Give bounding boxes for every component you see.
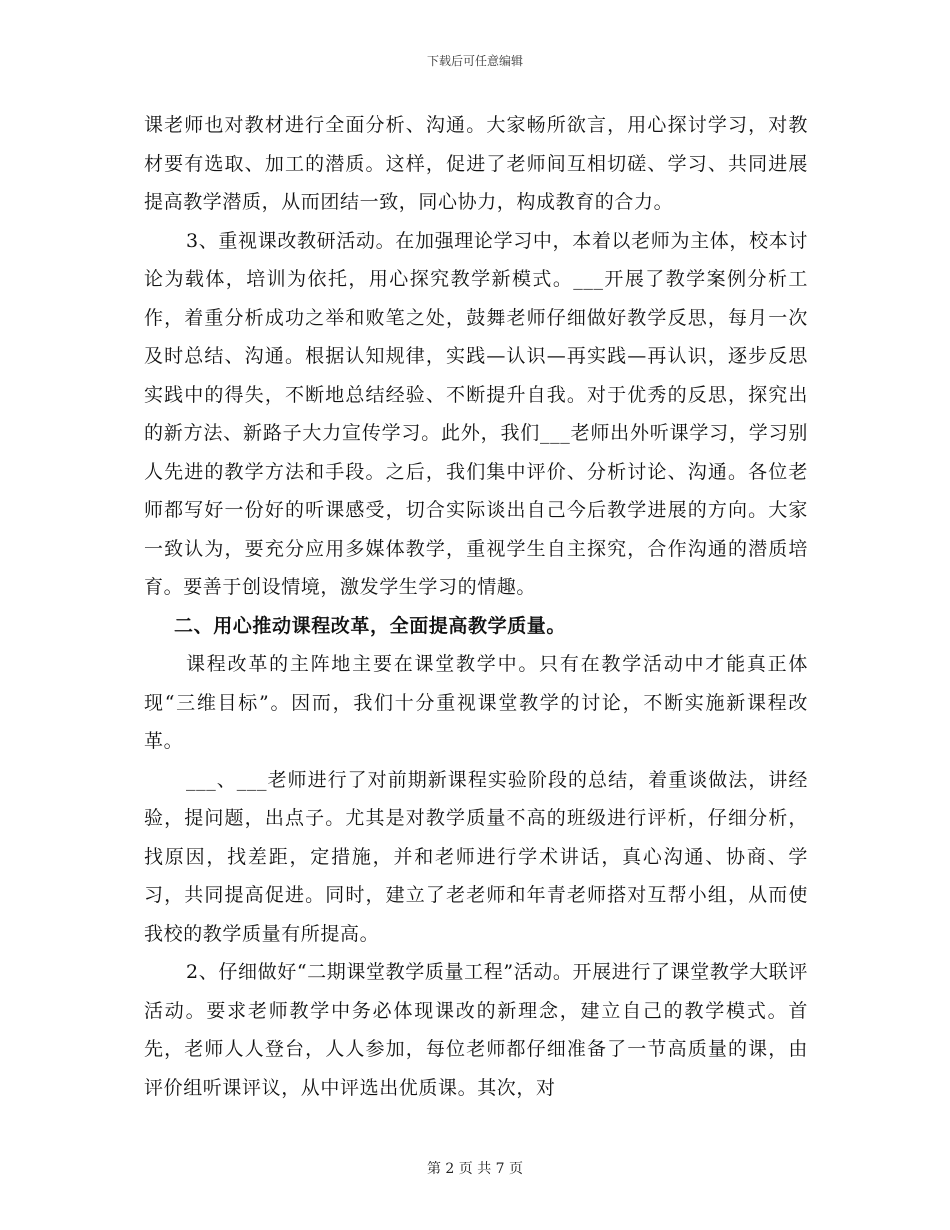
header-note: 下载后可任意编辑 [426, 54, 523, 68]
paragraph-curriculum-reform: 课程改革的主阵地主要在课堂教学中。只有在教学活动中才能真正体现“三维目标”。因而，我们十分重视课堂教学的讨论，不断实施新课程改革。 [144, 653, 808, 752]
paragraph-item-2: 2、仔细做好“二期课堂教学质量工程”活动。开展进行了课堂教学大联评活动。要求老师教学中务必体现课改的新理念，建立自己的教学模式。首先，老师人人登台，人人参加，每位老师都仔细准备了一节高质量的课，由评价组听课评议，从中评选出优质课。其次，对 [144, 961, 808, 1099]
document-body [144, 106, 808, 1107]
page-number: 第 2 页 共 7 页 [426, 1161, 524, 1177]
paragraph-item-3: 3、重视课改教研活动。在加强理论学习中，本着以老师为主体，校本讨论为载体，培训为依托，用心探究教学新模式。___开展了教学案例分析工作，着重分析成功之举和败笔之处，鼓舞老师仔细做好教学反思，每月一次及时总结、沟通。根据认知规律，实践—认识—再实践—再认识，逐步反思实践中的得失，不断地总结经验、不断提升自我。对于优秀的反思，探究出的新方法、新路子大力宣传学习。此外，我们___老师出外听课学习，学习别人先进的教学方法和手段。之后，我们集中评价、分析讨论、沟通。各位老师都写好一份好的听课感受，切合实际谈出自己今后教学进展的方向。大家一致认为，要充分应用多媒体教学，重视学生自主探究，合作沟通的潜质培育。要善于创设情境，激发学生学习的情趣。 [144, 229, 808, 598]
paragraph-continuation: 课老师也对教材进行全面分析、沟通。大家畅所欲言，用心探讨学习，对教材要有选取、加工的潜质。这样，促进了老师间互相切磋、学习、共同进展提高教学潜质，从而团结一致，同心协力，构成教育的合力。 [144, 114, 808, 213]
section-heading-2: 二、用心推动课程改革，全面提高教学质量。 [174, 614, 567, 637]
paragraph-teacher-summary: ___、___老师进行了对前期新课程实验阶段的总结，着重谈做法，讲经验，提问题，出点子。尤其是对教学质量不高的班级进行评析，仔细分析，找原因，找差距，定措施，并和老师进行学术讲话，真心沟通、协商、学习，共同提高促进。同时，建立了老老师和年青老师搭对互帮小组，从而使我校的教学质量有所提高。 [144, 768, 808, 945]
